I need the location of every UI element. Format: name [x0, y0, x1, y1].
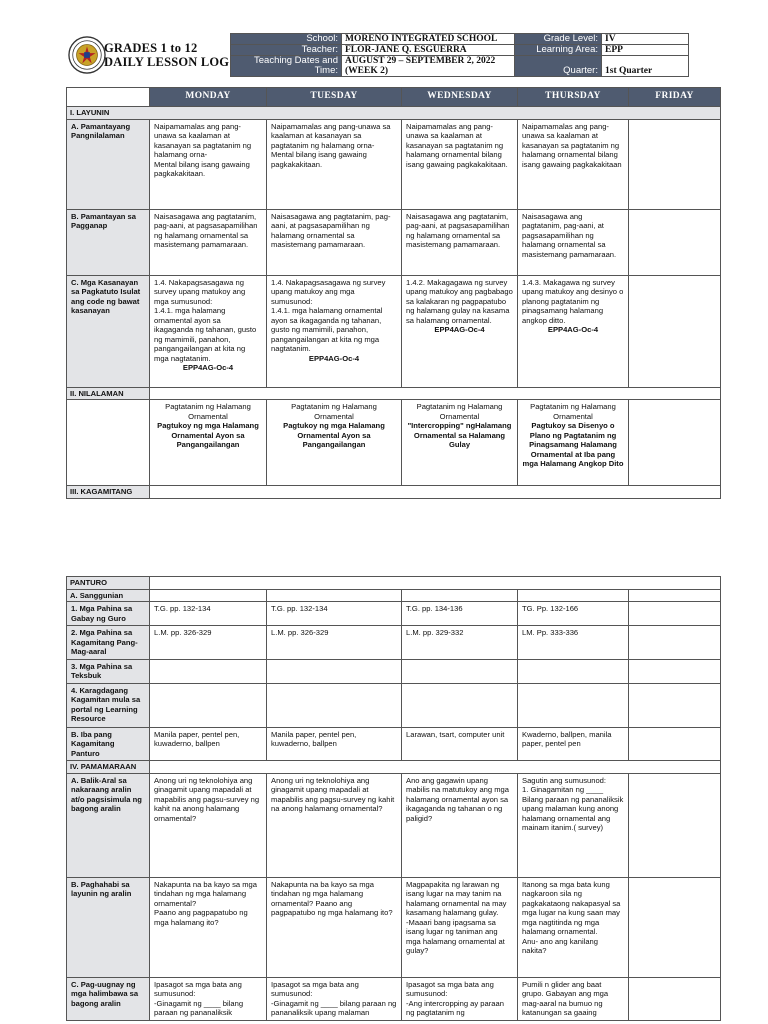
cell-ph-fri [629, 877, 721, 977]
row-label-pagganap: B. Pamantayan sa Pagganap [67, 209, 150, 275]
dates-label: Teaching Dates and Time: [231, 56, 342, 77]
cell-c-tue [267, 275, 402, 387]
cell-pu-mon: Ipasagot sa mga bata ang sumusunod: -Ginagamit ng ____ bilang paraan ng pananaliksik [150, 977, 267, 1020]
cell-pu-thu: Pumili n glider ang baat grupo. Gabayan ang mga mag-aaral na bumuo ng katanungan sa gaaing [518, 977, 629, 1020]
title-line-2: DAILY LESSON LOG [104, 55, 230, 69]
cell-c-fri [629, 275, 721, 387]
cell-nil-tue-top: Pagtatanim ng Halamang Ornamental [291, 402, 377, 421]
day-header-monday: MONDAY [150, 88, 267, 107]
cell-ba-thu: Sagutin ang sumusunod: 1. Ginagamitan ng ____ Bilang paraan ng pananaliksik upang malaman kung anong halamang ornamental ang mainam itanim.( survey) [518, 773, 629, 877]
cell-nil-thu-topic: Pagtukoy sa Disenyo o Plano ng Pagtatanim ng Pinagsamang Halamang Ornamental at Iba pang mga Halamang Angkop Dito [522, 421, 624, 468]
day-header-tuesday: TUESDAY [267, 88, 402, 107]
blank-cell [629, 589, 721, 602]
row-label-karagdagang: 4. Karagdagang Kagamitan mula sa portal ng Learning Resource [67, 683, 150, 727]
grade-label: Grade Level: [515, 34, 602, 45]
cell-a-tue: Naipamamalas ang pang-unawa sa kaalaman at kasanayan sa pagtatanim ng halamang orna- Mental bilang isang gawaing pagkakakitaan. [267, 119, 402, 209]
teacher-value: FLOR-JANE Q. ESGUERRA [342, 45, 515, 56]
cell-b-thu: Naisasagawa ang pagtatanim, pag-aani, at pagsasapamilihan ng halamang ornamental sa masistemang pamamaraan. [518, 209, 629, 275]
cell-tb-fri [629, 659, 721, 683]
cell-nil-wed-top: Pagtatanim ng Halamang Ornamental [416, 402, 503, 421]
cell-ph-tue: Nakapunta na ba kayo sa mga tindahan ng mga halamang ornamental? Paano ang pagpapatubo ng mga halamang ito? [267, 877, 402, 977]
cell-c-mon-code: EPP4AG-Oc-4 [182, 363, 234, 372]
cell-nil-mon-topic: Pagtukoy ng mga Halamang Ornamental Ayon sa Pangangailangan [157, 421, 259, 449]
cell-lm-tue: L.M. pp. 326-329 [267, 626, 402, 660]
kagamitang-spacer [150, 486, 721, 499]
cell-ib-wed: Larawan, tsart, computer unit [402, 727, 518, 761]
day-header-friday: FRIDAY [629, 88, 721, 107]
cell-kr-tue [267, 683, 402, 727]
cell-tg-fri [629, 602, 721, 626]
cell-ib-thu: Kwaderno, ballpen, manila paper, pentel pen [518, 727, 629, 761]
section-layunin: I. LAYUNIN [67, 107, 721, 120]
cell-nil-wed [402, 400, 518, 486]
cell-c-wed-code: EPP4AG-Oc-4 [434, 325, 485, 334]
cell-b-wed: Naisasagawa ang pagtatanim, pag-aani, at pagsasapamilihan ng halamang ornamental sa masistemang pamamaraan. [402, 209, 518, 275]
cell-b-fri [629, 209, 721, 275]
school-value: MORENO INTEGRATED SCHOOL [342, 34, 515, 45]
cell-pu-wed: Ipasagot sa mga bata ang sumusunod: -Ang intercropping ay paraan ng pagtatanim ng [402, 977, 518, 1020]
cell-nil-tue [267, 400, 402, 486]
cell-c-wed-text: 1.4.2. Makagagawa ng survey upang matukoy ang pagbabago sa kalakaran ng pagpapatubo ng halamang gulay na kasama sa halamang ornamental. [406, 277, 513, 325]
cell-lm-fri [629, 626, 721, 660]
section-pamamaraan: IV. PAMAMARAAN [67, 761, 150, 774]
area-value: EPP [602, 45, 689, 56]
cell-nil-mon-top: Pagtatanim ng Halamang Ornamental [165, 402, 251, 421]
cell-ba-fri [629, 773, 721, 877]
cell-kr-fri [629, 683, 721, 727]
nilalaman-spacer [150, 387, 721, 400]
cell-tb-thu [518, 659, 629, 683]
section-nilalaman: II. NILALAMAN [67, 387, 150, 400]
panturo-spacer [150, 577, 721, 590]
cell-tb-mon [150, 659, 267, 683]
cell-a-mon: Naipamamalas ang pang-unawa sa kaalaman at kasanayan sa pagtatanim ng halamang orna- Mental bilang isang gawaing pagkakakitaan. [150, 119, 267, 209]
cell-b-tue: Naisasagawa ang pagtatanim, pag-aani, at pagsasapamilihan ng halamang ornamental sa masistemang pamamaraan. [267, 209, 402, 275]
cell-kr-wed [402, 683, 518, 727]
dates-value: AUGUST 29 – SEPTEMBER 2, 2022 (WEEK 2) [342, 56, 515, 77]
blank-cell [518, 589, 629, 602]
row-label-kagamitang-mag-aaral: 2. Mga Pahina sa Kagamitang Pang-Mag-aaral [67, 626, 150, 660]
cell-a-fri [629, 119, 721, 209]
cell-c-thu-text: 1.4.3. Makagawa ng survey upang matukoy ang desinyo o planong pagtatanim ng pinagsamang halamang angkop ditto. [522, 277, 624, 325]
cell-lm-thu: LM. Pp. 333-336 [518, 626, 629, 660]
row-label-kasanayan: C. Mga Kasanayan sa Pagkatuto Isulat ang code ng bawat kasanayan [67, 275, 150, 387]
cell-tg-mon: T.G. pp. 132-134 [150, 602, 267, 626]
title-line-1: GRADES 1 to 12 [104, 41, 198, 55]
cell-kr-thu [518, 683, 629, 727]
cell-tg-thu: TG. Pp. 132-166 [518, 602, 629, 626]
lesson-grid-page-2 [66, 576, 721, 1021]
area-label: Learning Area: [515, 45, 602, 56]
day-header-wednesday: WEDNESDAY [402, 88, 518, 107]
lesson-log-header [66, 33, 720, 77]
section-panturo: PANTURO [67, 577, 150, 590]
cell-c-thu [518, 275, 629, 387]
grade-value: IV [602, 34, 689, 45]
cell-ph-thu: Itanong sa mga bata kung nagkaroon sila ng pagkakataong nakapasyal sa mga lugar na kung saan may mga nagtitinda ng mga halamang ornamental. Anu- ano ang kanilang nakita? [518, 877, 629, 977]
blank-cell [267, 589, 402, 602]
cell-ba-tue: Anong uri ng teknolohiya ang ginagamit upang mapadali at mapabilis ang pagsu-survey ng kahit na anong halamang ornamental? [267, 773, 402, 877]
blank-cell [402, 589, 518, 602]
school-label: School: [231, 34, 342, 45]
cell-nil-thu [518, 400, 629, 486]
cell-lm-wed: L.M. pp. 329-332 [402, 626, 518, 660]
pamamaraan-spacer [150, 761, 721, 774]
quarter-label: Quarter: [515, 56, 602, 77]
row-label-balik-aral: A. Balik-Aral sa nakaraang aralin at/o pagsisimula ng bagong aralin [67, 773, 150, 877]
cell-c-mon [150, 275, 267, 387]
row-label-gabay: 1. Mga Pahina sa Gabay ng Guro [67, 602, 150, 626]
row-label-pag-uugnay: C. Pag-uugnay ng mga halimbawa sa bagong aralin [67, 977, 150, 1020]
day-header-thursday: THURSDAY [518, 88, 629, 107]
row-label-teksbuk: 3. Mga Pahina sa Teksbuk [67, 659, 150, 683]
cell-nil-mon [150, 400, 267, 486]
cell-tb-wed [402, 659, 518, 683]
row-label-paghahabi: B. Paghahabi sa layunin ng aralin [67, 877, 150, 977]
cell-lm-mon: L.M. pp. 326-329 [150, 626, 267, 660]
quarter-value: 1st Quarter [602, 56, 689, 77]
cell-nil-fri [629, 400, 721, 486]
blank-cell [150, 589, 267, 602]
cell-ib-tue: Manila paper, pentel pen, kuwaderno, ballpen [267, 727, 402, 761]
cell-ib-mon: Manila paper, pentel pen, kuwaderno, ballpen [150, 727, 267, 761]
cell-nil-wed-topic: "Intercropping" ngHalamang Ornamental sa Halamang Gulay [407, 421, 512, 449]
cell-b-mon: Naisasagawa ang pagtatanim, pag-aani, at pagsasapamilihan ng halamang ornamental sa masistemang pamamaraan. [150, 209, 267, 275]
cell-kr-mon [150, 683, 267, 727]
cell-pu-tue: Ipasagot sa mga bata ang sumusunod: -Ginagamit ng ____ bilang paraan ng pananaliksik upang malaman [267, 977, 402, 1020]
cell-c-wed [402, 275, 518, 387]
cell-nil-tue-topic: Pagtukoy ng mga Halamang Ornamental Ayon sa Pangangailangan [283, 421, 385, 449]
form-title [104, 41, 229, 69]
cell-a-wed: Naipamamalas ang pang-unawa sa kaalaman at kasanayan sa pagtatanim ng halamang ornamental bilang isang gawaing pagkakakitaan. [402, 119, 518, 209]
section-sanggunian: A. Sanggunian [67, 589, 150, 602]
cell-ba-mon: Anong uri ng teknolohiya ang ginagamit upang mapadali at mapabilis ang pagsu-survey ng kahit na anong halamang ornamental? [150, 773, 267, 877]
row-label-iba-pang-kagamitang: B. Iba pang Kagamitang Panturo [67, 727, 150, 761]
cell-ph-mon: Nakapunta na ba kayo sa mga tindahan ng mga halamang ornamental? Paano ang pagpapatubo ng mga halamang ito? [150, 877, 267, 977]
lesson-grid-page-1 [66, 87, 721, 499]
cell-c-mon-text: 1.4. Nakapagsasagawa ng survey upang matukoy ang mga sumusunod: 1.4.1. mga halamang ornamental ayon sa ikagaganda ng tahanan, gusto ng mamimili, panahon, pangangailangan at kita ng mga nagtatanim. [154, 277, 257, 363]
cell-c-tue-text: 1.4. Nakapagsasagawa ng survey upang matukoy ang mga sumusunod: 1.4.1. mga halamang ornamental ayon sa ikagaganda ng tahanan, gusto ng mamimili, panahon, pangangailangan at kita ng mga nagtatanim. [271, 277, 386, 353]
deped-seal-icon [68, 36, 106, 74]
cell-nil-thu-top: Pagtatanim ng Halamang Ornamental [530, 402, 616, 421]
cell-tg-tue: T.G. pp. 132-134 [267, 602, 402, 626]
row-label-pangnilalaman: A. Pamantayang Pangnilalaman [67, 119, 150, 209]
cell-tg-wed: T.G. pp. 134-136 [402, 602, 518, 626]
cell-c-tue-code: EPP4AG-Oc-4 [308, 353, 360, 363]
teacher-label: Teacher: [231, 45, 342, 56]
cell-a-thu: Naipamamalas ang pang-unawa sa kaalaman at kasanayan sa pagtatanim ng halamang ornamental bilang isang gawaing pagkakakitaan [518, 119, 629, 209]
nilalaman-label-blank [67, 400, 150, 486]
header-info-table [230, 33, 689, 77]
cell-tb-tue [267, 659, 402, 683]
cell-ph-wed: Magpapakita ng larawan ng isang lugar na may tanim na halamang ornamental na may kasamang halamang gulay. -Maaari bang ipagsama sa isang lugar ng taniman ang mga halamang ornamental at gulay? [402, 877, 518, 977]
cell-ba-wed: Ano ang gagawin upang mabilis na matutukoy ang mga halamang ornamental ayon sa ikagaganda ng tahanan o ng paligid? [402, 773, 518, 877]
corner-cell [67, 88, 150, 107]
section-kagamitang: III. KAGAMITANG [67, 486, 150, 499]
cell-c-thu-code: EPP4AG-Oc-4 [547, 325, 599, 334]
cell-ib-fri [629, 727, 721, 761]
cell-pu-fri [629, 977, 721, 1020]
